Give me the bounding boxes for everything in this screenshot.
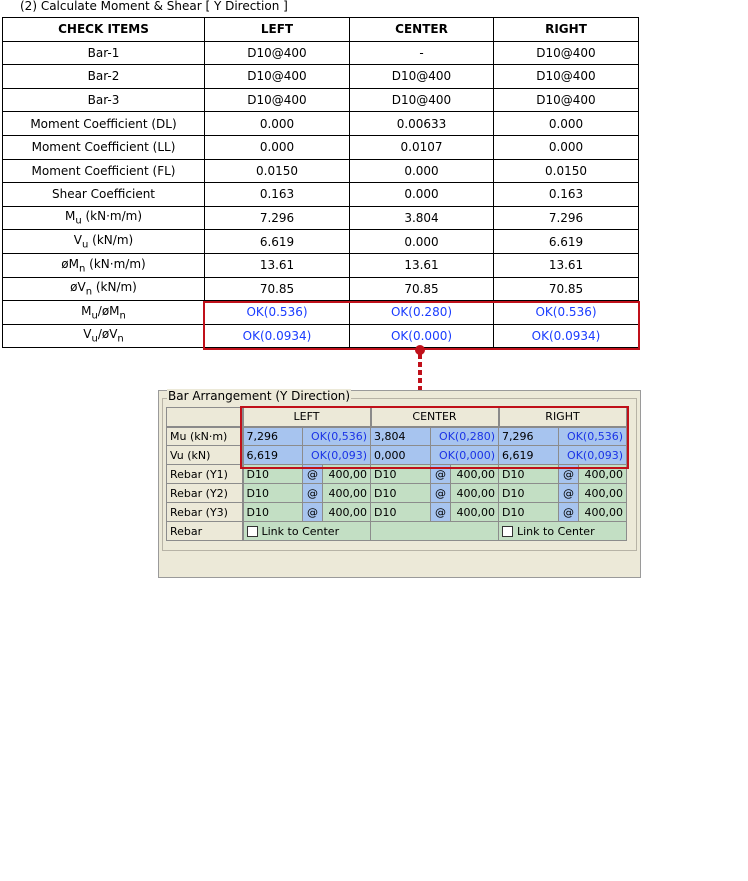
cell-right: 13.61 [494, 253, 639, 277]
row-label: Moment Coefficient (DL) [3, 112, 205, 136]
mu-center-value[interactable]: 3,804 [371, 427, 431, 446]
cell-right: D10@400 [494, 88, 639, 112]
grid-row-vu [167, 446, 627, 465]
check-table-header [3, 18, 639, 42]
cell-center: 0.000 [350, 159, 494, 183]
rebar-center-bar[interactable]: D10 [371, 503, 431, 522]
rebar-left-bar[interactable]: D10 [243, 465, 303, 484]
rebar-left-at: @ [303, 465, 323, 484]
rebar-right-bar[interactable]: D10 [499, 465, 559, 484]
table-row [3, 88, 639, 112]
cell-center: - [350, 41, 494, 65]
vu-center-value[interactable]: 0,000 [371, 446, 431, 465]
left-link-checkbox[interactable]: Link to Center [243, 522, 371, 541]
table-row [3, 324, 639, 348]
table-row [3, 65, 639, 89]
right-link-checkbox[interactable]: Link to Center [499, 522, 627, 541]
grid-row-label: Rebar (Y1) [167, 465, 243, 484]
col-header-left: LEFT [205, 18, 350, 42]
rebar-left-at: @ [303, 503, 323, 522]
rebar-right-at: @ [559, 503, 579, 522]
rebar-left-at: @ [303, 484, 323, 503]
cell-right: OK(0.0934) [494, 324, 639, 348]
checkbox-icon[interactable] [247, 526, 258, 537]
mu-left-value[interactable]: 7,296 [243, 427, 303, 446]
cell-left: 7.296 [205, 206, 350, 230]
row-label: Bar-2 [3, 65, 205, 89]
vu-center-ok[interactable]: OK(0,000) [431, 446, 499, 465]
cell-center: OK(0.000) [350, 324, 494, 348]
rebar-left-bar[interactable]: D10 [243, 503, 303, 522]
cell-right: OK(0.536) [494, 301, 639, 325]
mu-left-ok[interactable]: OK(0,536) [303, 427, 371, 446]
col-header-check-items: CHECK ITEMS [3, 18, 205, 42]
table-row [3, 135, 639, 159]
rebar-center-bar[interactable]: D10 [371, 465, 431, 484]
rebar-right-spacing[interactable]: 400,00 [579, 465, 627, 484]
rebar-center-spacing[interactable]: 400,00 [451, 465, 499, 484]
cell-center: 3.804 [350, 206, 494, 230]
row-label: $V_u/øV_n$ [3, 324, 205, 348]
grid-row-rebar-y2 [167, 484, 627, 503]
grid-row-rebar-y1 [167, 465, 627, 484]
cell-left: 13.61 [205, 253, 350, 277]
rebar-right-bar[interactable]: D10 [499, 503, 559, 522]
rebar-right-bar[interactable]: D10 [499, 484, 559, 503]
section-heading: (2) Calculate Moment & Shear [ Y Direction ] [20, 0, 288, 13]
cell-center: 0.00633 [350, 112, 494, 136]
row-label: $V_u$ (kN/m) [3, 230, 205, 254]
mu-right-ok[interactable]: OK(0,536) [559, 427, 627, 446]
cell-left: D10@400 [205, 65, 350, 89]
mu-center-ok[interactable]: OK(0,280) [431, 427, 499, 446]
table-row [3, 277, 639, 301]
rebar-center-at: @ [431, 465, 451, 484]
check-table [2, 17, 639, 348]
row-label: Shear Coefficient [3, 183, 205, 207]
rebar-center-spacing[interactable]: 400,00 [451, 484, 499, 503]
cell-left: 0.163 [205, 183, 350, 207]
cell-center: 0.0107 [350, 135, 494, 159]
cell-left: 6.619 [205, 230, 350, 254]
cell-right: D10@400 [494, 65, 639, 89]
rebar-right-spacing[interactable]: 400,00 [579, 484, 627, 503]
rebar-right-spacing[interactable]: 400,00 [579, 503, 627, 522]
cell-left: 70.85 [205, 277, 350, 301]
vu-left-value[interactable]: 6,619 [243, 446, 303, 465]
table-row [3, 230, 639, 254]
rebar-right-at: @ [559, 484, 579, 503]
grid-row-label: Rebar [167, 522, 243, 541]
table-row [3, 206, 639, 230]
grid-row-label: Mu (kN·m) [167, 427, 243, 446]
table-row [3, 159, 639, 183]
cell-center: 0.000 [350, 230, 494, 254]
rebar-center-at: @ [431, 484, 451, 503]
rebar-left-bar[interactable]: D10 [243, 484, 303, 503]
grid-corner [167, 408, 243, 427]
grid-row-label: Rebar (Y3) [167, 503, 243, 522]
cell-right: 70.85 [494, 277, 639, 301]
grid-row-label: Rebar (Y2) [167, 484, 243, 503]
col-header-center: CENTER [350, 18, 494, 42]
cell-right: 0.000 [494, 112, 639, 136]
rebar-center-spacing[interactable]: 400,00 [451, 503, 499, 522]
row-label: Bar-3 [3, 88, 205, 112]
cell-center: OK(0.280) [350, 301, 494, 325]
cell-center: D10@400 [350, 88, 494, 112]
cell-center: D10@400 [350, 65, 494, 89]
rebar-left-spacing[interactable]: 400,00 [323, 503, 371, 522]
cell-right: 6.619 [494, 230, 639, 254]
vu-left-ok[interactable]: OK(0,093) [303, 446, 371, 465]
cell-left: 0.0150 [205, 159, 350, 183]
cell-right: 7.296 [494, 206, 639, 230]
cell-right: 0.0150 [494, 159, 639, 183]
grid-header-row [167, 408, 627, 427]
cell-right: 0.163 [494, 183, 639, 207]
panel-title: Bar Arrangement (Y Direction) [168, 389, 351, 403]
table-row [3, 183, 639, 207]
rebar-right-at: @ [559, 465, 579, 484]
row-label: Moment Coefficient (FL) [3, 159, 205, 183]
grid-row-rebar-link [167, 522, 627, 541]
row-label: Bar-1 [3, 41, 205, 65]
cell-left: OK(0.536) [205, 301, 350, 325]
table-row [3, 41, 639, 65]
vu-right-ok[interactable]: OK(0,093) [559, 446, 627, 465]
cell-center: 13.61 [350, 253, 494, 277]
grid-col-left: LEFT [243, 408, 371, 427]
cell-left: OK(0.0934) [205, 324, 350, 348]
bar-arrangement-grid [166, 407, 628, 541]
row-label: $M_u/øM_n$ [3, 301, 205, 325]
cell-center: 70.85 [350, 277, 494, 301]
row-label: $M_u$ (kN·m/m) [3, 206, 205, 230]
row-label: $øV_n$ (kN/m) [3, 277, 205, 301]
table-row [3, 253, 639, 277]
cell-left: D10@400 [205, 88, 350, 112]
rebar-center-at: @ [431, 503, 451, 522]
center-link-empty [371, 522, 499, 541]
row-label: Moment Coefficient (LL) [3, 135, 205, 159]
grid-col-center: CENTER [371, 408, 499, 427]
col-header-right: RIGHT [494, 18, 639, 42]
row-label: $øM_n$ (kN·m/m) [3, 253, 205, 277]
cell-right: 0.000 [494, 135, 639, 159]
rebar-left-spacing[interactable]: 400,00 [323, 484, 371, 503]
table-row [3, 301, 639, 325]
rebar-left-spacing[interactable]: 400,00 [323, 465, 371, 484]
cell-left: D10@400 [205, 41, 350, 65]
vu-right-value[interactable]: 6,619 [499, 446, 559, 465]
checkbox-icon[interactable] [502, 526, 513, 537]
grid-col-right: RIGHT [499, 408, 627, 427]
grid-row-label: Vu (kN) [167, 446, 243, 465]
rebar-center-bar[interactable]: D10 [371, 484, 431, 503]
cell-left: 0.000 [205, 112, 350, 136]
cell-center: 0.000 [350, 183, 494, 207]
grid-row-mu [167, 427, 627, 446]
cell-left: 0.000 [205, 135, 350, 159]
grid-row-rebar-y3 [167, 503, 627, 522]
mu-right-value[interactable]: 7,296 [499, 427, 559, 446]
cell-right: D10@400 [494, 41, 639, 65]
table-row [3, 112, 639, 136]
